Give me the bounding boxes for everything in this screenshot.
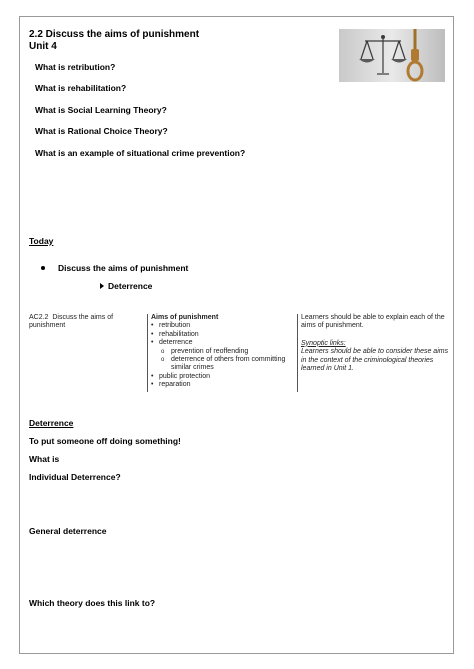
spec-ac-cell	[29, 314, 141, 331]
page-title: 2.2 Discuss the aims of punishment	[29, 29, 200, 40]
synoptic-label: Synoptic links:	[301, 339, 346, 347]
what-is-label: What is	[29, 454, 60, 464]
unit-label: Unit 4	[29, 41, 57, 52]
aim-item: • public protection	[151, 373, 299, 381]
ac-text: Discuss the aims of punishment	[29, 314, 114, 330]
spec-table	[29, 314, 449, 394]
arrow-bullet-icon	[100, 283, 104, 289]
question-2: What is rehabilitation?	[35, 83, 127, 93]
deterrence-heading: Deterrence	[29, 418, 74, 428]
question-4: What is Rational Choice Theory?	[35, 126, 168, 136]
bullet-icon	[41, 266, 45, 270]
today-sub-bullet-text: Deterrence	[108, 281, 153, 291]
spec-notes-cell	[297, 314, 449, 392]
ac-label: AC2.2	[29, 314, 49, 321]
today-bullet	[44, 263, 188, 273]
aim-item: • deterrence	[151, 339, 299, 347]
synoptic-text: Learners should be able to consider these aims in the context of the criminological theories learned in Unit 1.	[301, 348, 449, 373]
aims-list	[151, 322, 299, 389]
aim-item: • reparation	[151, 381, 299, 389]
today-bullet-text: Discuss the aims of punishment	[58, 263, 189, 273]
aim-subitem: o deterrence of others from committing similar crimes	[151, 356, 299, 373]
today-heading: Today	[29, 236, 54, 246]
aim-item: • rehabilitation	[151, 331, 299, 339]
question-1: What is retribution?	[35, 62, 116, 72]
spec-note: Learners should be able to explain each of the aims of punishment.	[301, 314, 445, 330]
spec-aims-cell	[147, 314, 299, 392]
aims-heading: Aims of punishment	[151, 314, 219, 321]
general-deterrence-label: General deterrence	[29, 526, 107, 536]
aim-item: • retribution	[151, 322, 299, 330]
aim-subitem: o prevention of reoffending	[151, 348, 299, 356]
theory-question: Which theory does this link to?	[29, 598, 156, 608]
deterrence-definition: To put someone off doing something!	[29, 436, 181, 446]
individual-deterrence-label: Individual Deterrence?	[29, 472, 121, 482]
today-sub-bullet	[100, 281, 152, 291]
question-3: What is Social Learning Theory?	[35, 105, 167, 115]
scales-and-noose-icon	[339, 29, 445, 82]
question-5: What is an example of situational crime prevention?	[35, 148, 246, 158]
